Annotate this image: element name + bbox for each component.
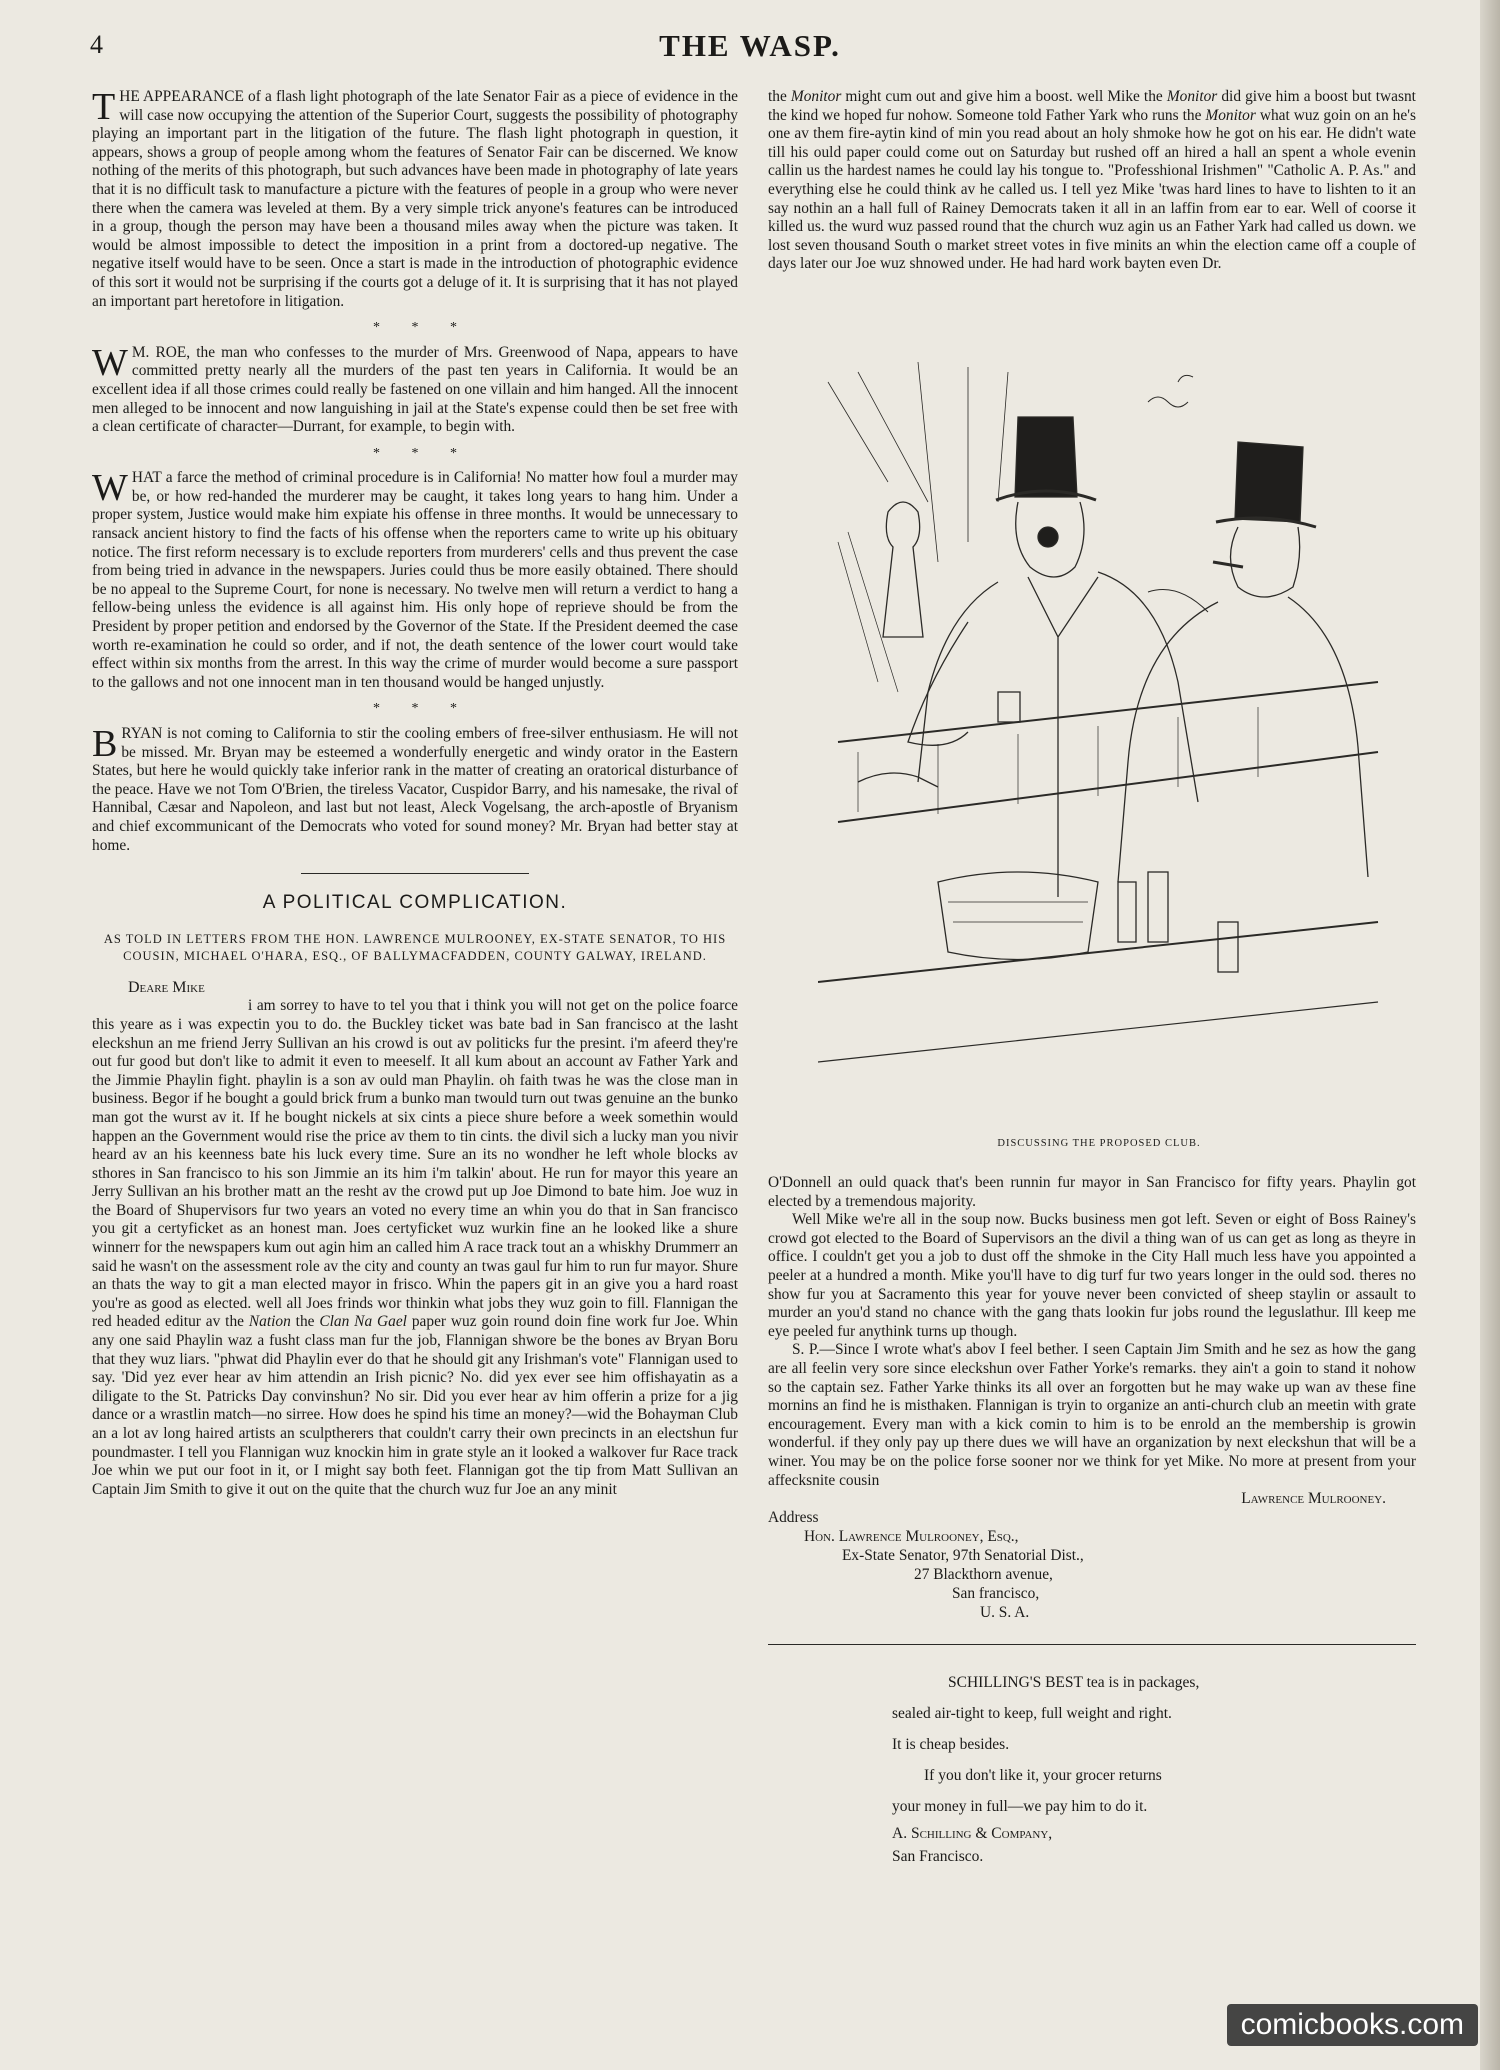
address-line: 27 Blackthorn avenue, bbox=[914, 1566, 1053, 1584]
divider bbox=[301, 873, 529, 874]
letter-text: did give him a boost but twasnt the kind we hoped fur nohow. Someone told Father Yark who runs the bbox=[768, 88, 1416, 124]
letter-paragraph: Well Mike we're all in the soup now. Bucks business men got left. Seven or eight of Boss Rainey's crowd got elected to the Board of Supervisors an the divil a thing wan of us can get as long as theyre in office. I couldn't get you a job to dust off the shmoke in the City Hall much less have you appointed a peeler at a hundred a month. Mike you'll have to dig turf fur two years longer in the ould sod. theres no show fur you at Sacramento this year for youve never been convicted of sheep staylin or assault to murder an you'd stand no chance with the gang thats lookin fur jobs round the leguslathur. Ill keep me eye peeled fur anythink turns up though. bbox=[768, 1211, 1416, 1340]
right-column-bottom bbox=[768, 1174, 1416, 1868]
drop-cap: B bbox=[92, 723, 118, 765]
address-block bbox=[804, 1527, 1416, 1622]
drop-cap: W bbox=[92, 467, 128, 510]
paragraph-text: HE APPEARANCE of a flash light photograph of the late Senator Fair as a piece of evidence in the will case now occupying the attention of the Superior Court, suggests the possibility of photography playing an important part in the litigation of the future. The flash light photograph in question, it appears, shows a group of people among whom the features of Senator Fair can be discerned. We know nothing of the merits of this photograph, but such advances have been made in photography of late years that it is no difficult task to manufacture a picture with the features of people in a group who were never there when the camera was leveled at them. By a very simple trick anyone's features can be introduced in a group, though the person may have been a thousand miles away when the picture was taken. It would be almost impossible to detect the imposition in a print from a doctored-up negative. The negative itself would have to be seen. Once a start is made in the introduction of photographic evidence of this sort it would not be surprising if the courts got a deluge of it. It is surprising that it has not played an important part heretofore in litigation. bbox=[92, 88, 738, 310]
section-separator: * * * bbox=[373, 320, 471, 336]
paragraph-text: M. ROE, the man who confesses to the murder of Mrs. Greenwood of Napa, appears to have committed pretty nearly all the murders of the past ten years in California. It would be an excellent idea if all those crimes could really be fastened on one villain and him hanged. All the innocent men alleged to be innocent and now languishing in jail at the State's expense could then be set free with a clean certificate of character—Durrant, for example, to begin with. bbox=[92, 343, 738, 436]
section-separator: * * * bbox=[373, 701, 471, 717]
drop-cap: W bbox=[92, 341, 128, 384]
article-subhead: AS TOLD IN LETTERS FROM THE HON. LAWRENCE MULROONEY, EX-STATE SENATOR, TO HIS COUSIN, MICHAEL O'HARA, ESQ., OF BALLYMACFADDEN, COUNTY GALWAY, IRELAND. bbox=[103, 931, 727, 963]
letter-text: the bbox=[768, 88, 787, 105]
editorial-bryan bbox=[92, 725, 738, 855]
page-number: 4 bbox=[90, 30, 103, 59]
bar-scene-illustration bbox=[818, 362, 1380, 1136]
letter-continuation bbox=[768, 88, 1416, 274]
letter-paragraph: O'Donnell an ould quack that's been runnin fur mayor in San Francisco for fifty years. Phaylin got elected by a tremendous majority. bbox=[768, 1174, 1416, 1210]
section-separator: * * * bbox=[373, 445, 471, 461]
watermark: comicbooks.com bbox=[1227, 2004, 1478, 2046]
article-title: A POLITICAL COMPLICATION. bbox=[262, 892, 568, 914]
ad-company: A. Schilling & Company, bbox=[892, 1825, 1053, 1843]
editorial-roe bbox=[92, 341, 738, 437]
address-label: Address bbox=[768, 1508, 819, 1526]
signature: Lawrence Mulrooney. bbox=[1241, 1490, 1386, 1508]
left-column bbox=[92, 88, 738, 1499]
editorial-criminal-procedure bbox=[92, 469, 738, 692]
letter-body bbox=[92, 997, 738, 1499]
letter-text: i am sorrey to have to tel you that i think you will not get on the police foarce this yeare as i was expectin you to do. the Buckley ticket was bate bad in San francisco at the lasht eleckshun an me friend Jerry Sullivan an his crowd is out av politicks fur the presint. i'm afeerd they're out fur good but don't like to admit it even to meeself. It all kum about an account av Father Yark and the Jimmie Phaylin fight. phaylin is a son av ould man Phaylin. oh faith twas he was the close man in business. Begor if he bought a gould brick frum a bunko man twould turn out twas genuine an the bunko man got the wurst av it. If he bought nickels at six cints a piece shure before a week somethin would happen an the Government would rise the price av them to tin cints. the divil sich a lucky man you nivir heard av an his keenness bate his luck every time. Sure an its no wondher he left whole blocks av sthores in San francisco to his son Jimmie an its him i'm talkin' about. He run for mayor this yeare an Jerry Sullivan an his brother matt an the resht av the crowd put up Joe Dimond to bate him. Joe wuz in the Board of Shupervisors fur two years an voted no every time an whin you do that in San francisco you git a certyficket as an honest man. Joes certyficket wuz wurkin fine an he looked like a shure winnerr for the newspapers kum out agin him an called him A race track tout an a whiskhy Drummerr an said he wasn't on the assessment role av the city and county an twas gaul fur him to run fur mayor. Shure an thats the way to git a man elected mayor in frisco. Whin the papers git in an give you a hard roast you're as good as elected. well all Joes frinds wor thinkin what jobs they wuz goin to fill. Flannigan the red headed editur av the bbox=[92, 997, 738, 1331]
page-header bbox=[90, 28, 1410, 68]
ad-line: sealed air-tight to keep, full weight and right. bbox=[892, 1705, 1172, 1723]
postscript: S. P.—Since I wrote what's abov I feel bether. I seen Captain Jim Smith and he sez as how the gang are all feelin very sore since eleckshun over Father Yorke's remarks. they ain't a goin to stand it nohow so the captain sez. Father Yarke thinks its all over an forgotten but he may wake up wan av these fine mornins an find he is misthaken. Flannigan is tryin to organize an anti-church club an meetin with grate encouragement. Every man with a kick comin to him is to be enrold an the membership is growin wonderful. if they only pay up there dues we will have an organization by next eleckshun that will be a winer. You may be on the police forse sooner nor we think for yet Mike. No more at present from your affecksnite cousin bbox=[768, 1341, 1416, 1489]
italic-nation: Nation bbox=[248, 1313, 291, 1331]
italic-monitor: Monitor bbox=[1166, 88, 1218, 105]
masthead: THE WASP. bbox=[659, 28, 841, 63]
paragraph-text: HAT a farce the method of criminal procedure is in California! No matter how foul a murder may be, or how red-handed the murderer may be caught, it takes long years to hang him. Under a proper system, Justice would make him expiate his offense in three months. It would be unnecessary to ransack ancient history to find the facts of his offense when the reporters came to write up his obituary notice. The first reform necessary is to exclude reporters from murderers' cells and thus prevent the case from being tried in advance in the newspapers. Juries could thus be more easily obtained. There should be no appeal to the Supreme Court, for none is necessary. No twelve men will return a verdict to hang a fellow-being unless the evidence is all against him. His only hope of reprieve should be from the President by proper petition and endorsed by the Governor of the State. If the President deemed the case worth re-examination he could so order, and if not, the death sentence of the lower court would take effect within six months from the arrest. In this way the crime of murder would become a sure passport to the gallows and not one innocent man in ten thousand would be hanged unjustly. bbox=[92, 469, 738, 691]
letter-salutation: Deare Mike bbox=[128, 978, 205, 996]
address-line: Hon. Lawrence Mulrooney, Esq., bbox=[804, 1528, 1019, 1546]
ad-line: If you don't like it, your grocer returns bbox=[924, 1767, 1162, 1785]
editorial-photograph bbox=[92, 88, 738, 311]
illustration-caption: DISCUSSING THE PROPOSED CLUB. bbox=[997, 1138, 1201, 1149]
ad-line: It is cheap besides. bbox=[892, 1736, 1010, 1754]
drop-cap: T bbox=[92, 86, 116, 128]
paragraph-text: RYAN is not coming to California to stir the cooling embers of free-silver enthusiasm. He will not be missed. Mr. Bryan may be esteemed a wonderfully energetic and windy orator in the Eastern States, but here he would quickly take inferior rank in the matter of creating an oratorical disturbance of the peace. Have we not Tom O'Brien, the tireless Vacator, Cuspidor Barry, and his namesake, the rival of Hannibal, Cæsar and Napoleon, and last but not least, Aleck Vogelsang, the arch-apostle of Bryanism and chief excommunicant of the Democrats who voted for sound money? Mr. Bryan had better stay at home. bbox=[92, 725, 738, 854]
page-binding-edge bbox=[1480, 0, 1500, 2070]
right-column-top bbox=[768, 88, 1416, 274]
ad-city: San Francisco. bbox=[892, 1848, 984, 1866]
letter-text: paper wuz goin round doin fine work fur Joe. Whin any one said Phaylin waz a fusht class man fur the job, Flannigan shwore be the bones av Bryan Boru that they wuz liars. "phwat did Phaylin ever do that he should git any Irishman's vote" Flannigan used to say. 'Did yez ever hear av him attendin an Irish picnic? No. did yex ever see him offishayatin as a diligate to the St. Patricks Day convinshun? No sir. Did you ever hear av him offerin a prize for a jig dance or a wrastlin match—no sirree. How does he spind his time an money?—wid the Bohayman Club an a lot av long haired artists an sculptherers that couldn't carry their own precincts in an electshun fur poundmaster. I tell you Flannigan wuz knockin him in grate style an it looked a walkover fur Race track Joe whin we put our foot in it, or I might say both feet. Flannigan got the tip from Matt Sullivan an Captain Jim Smith to give it out on the quite that the church wuz fur Joe an any minit bbox=[92, 1313, 738, 1498]
schilling-advertisement bbox=[768, 1667, 1416, 1868]
ad-line: your money in full—we pay him to do it. bbox=[892, 1798, 1148, 1816]
illustration-drawing bbox=[818, 362, 1380, 1136]
divider bbox=[768, 1644, 1416, 1645]
italic-monitor: Monitor bbox=[1205, 106, 1256, 124]
letter-text: what wuz goin on an he's one av them fire-aytin kind of min you read about an holy shmoke how he got on his ear. He didn't wate till his ould paper could come out on Saturday but rushed off an hired a hall an spent a whole evenin callin us the hardest names he could lay his tongue to. "Professhional Irishmen" "Catholic A. P. As." and everything else he could think av he called us. I tell yez Mike 'twas hard lines to have to lishten to it an say nothin an a hall full of Rainey Democrats taken it all in an laffin from ear to ear. Well of coorse it killed us. the wurd wuz passed round that the church wuz agin us an Father Yark had called us down. we lost seven thousand South o market street votes in five minits an whin the election came off a couple of days later our Joe wuz shnowed under. He had hard work bayten even Dr. bbox=[768, 106, 1416, 273]
ad-line: SCHILLING'S BEST tea is in packages, bbox=[948, 1674, 1200, 1692]
address-line: U. S. A. bbox=[980, 1604, 1030, 1622]
italic-clan: Clan Na Gael bbox=[319, 1313, 407, 1331]
italic-monitor: Monitor bbox=[790, 88, 842, 105]
letter-text: might cum out and give him a boost. well Mike the bbox=[845, 88, 1163, 105]
address-line: Ex-State Senator, 97th Senatorial Dist., bbox=[842, 1547, 1084, 1565]
address-line: San francisco, bbox=[952, 1585, 1040, 1603]
letter-text: the bbox=[295, 1313, 315, 1331]
